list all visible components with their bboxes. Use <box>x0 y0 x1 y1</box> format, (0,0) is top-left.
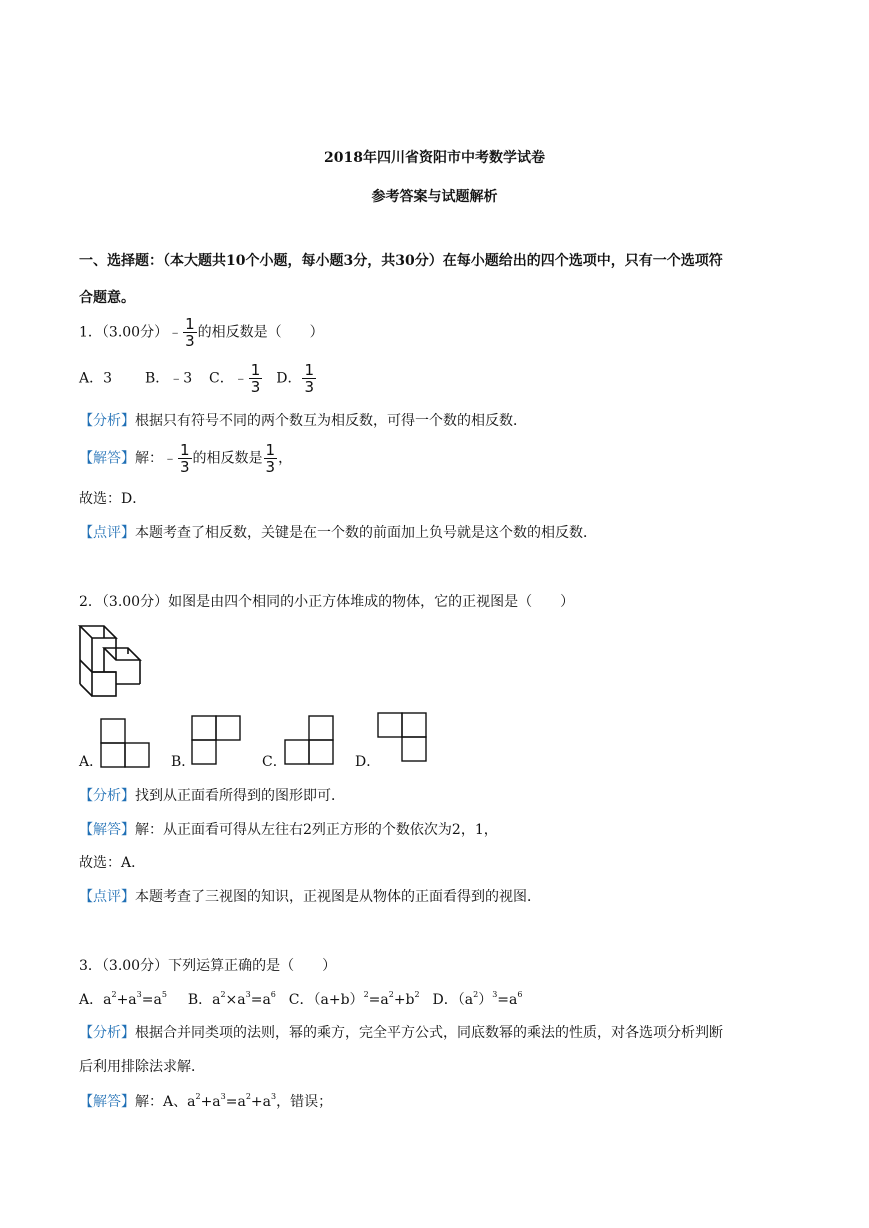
q3-stem: 3．（3.00分）下列运算正确的是（ ） <box>79 958 337 974</box>
page-subtitle: 参考答案与试题解析 <box>371 189 498 205</box>
q3-analysis: 【分析】根据合并同类项的法则，幂的乘方，完全平方公式，同底数幂的乘法的性质，对各选项分析判断 <box>79 1025 723 1041</box>
q2-stem: 2．（3.00分）如图是由四个相同的小正方体堆成的物体，它的正视图是（ ） <box>79 594 575 610</box>
view-option-c-figure <box>284 715 334 765</box>
q2-answer: 【解答】解：从正面看可得从左往右2列正方形的个数依次为2，1， <box>79 822 498 838</box>
q3-option-b: B．$a^2\times a^3=a^6$ <box>187 990 276 1008</box>
analysis-tag: 【分析】 <box>79 788 135 804</box>
view-option-b-figure <box>191 715 241 765</box>
analysis-tag: 【分析】 <box>79 413 135 429</box>
q1-option-b: B．﹣3 <box>144 370 193 387</box>
section-heading-line2: 合题意。 <box>79 290 135 306</box>
q3-option-c: C．$(a+b)^2=a^2+b^2$ <box>288 990 420 1008</box>
q2-option-a: A． <box>79 754 104 770</box>
q1-stem: 1．（3.00分）﹣ $\frac{1}{3}$ 的相反数是（ ） <box>79 315 324 350</box>
q1-answer: 【解答】解：﹣ $\frac{1}{3}$ 的相反数是 $\frac{1}{3}$ ， <box>79 441 293 476</box>
q1-review: 【点评】本题考查了相反数，关键是在一个数的前面加上负号就是这个数的相反数． <box>79 525 597 541</box>
q2-option-b: B． <box>171 754 196 770</box>
q2-option-d: D． <box>355 754 381 770</box>
q1-choice: 故选：D． <box>79 491 147 507</box>
q1-option-d: D． <box>276 370 302 387</box>
answer-tag: 【解答】 <box>79 1094 135 1110</box>
fraction-one-third: $\frac{1}{3}$ <box>185 315 195 350</box>
q1-options: A．3 B．﹣3 C．﹣ $\frac{1}{3}$ D． $\frac{1}{3}$ <box>79 361 314 396</box>
q3-options <box>79 989 522 1009</box>
q3-analysis-line2: 后利用排除法求解． <box>79 1059 205 1075</box>
q2-review: 【点评】本题考查了三视图的知识，正视图是从物体的正面看得到的视图． <box>79 889 541 905</box>
review-tag: 【点评】 <box>79 525 135 541</box>
analysis-tag: 【分析】 <box>79 1025 135 1041</box>
view-option-a-figure <box>100 718 150 768</box>
cube-stack-figure <box>78 624 148 698</box>
q1-option-a: A．3 <box>79 370 113 387</box>
view-option-d-figure <box>377 712 427 762</box>
q1-analysis: 【分析】根据只有符号不同的两个数互为相反数，可得一个数的相反数． <box>79 413 527 429</box>
q3-option-a: A．$a^2+a^3=a^5$ <box>79 990 167 1008</box>
answer-tag: 【解答】 <box>79 450 135 467</box>
review-tag: 【点评】 <box>79 889 135 905</box>
q2-analysis: 【分析】找到从正面看所得到的图形即可． <box>79 788 345 804</box>
q3-answer: 【解答】解：A、$a^2+a^3=a^2+a^3$，错误； <box>79 1092 333 1110</box>
section-heading-line1: 一、选择题：（本大题共10个小题，每小题3分，共30分）在每小题给出的四个选项中，只有一个选项符 <box>79 253 723 269</box>
q2-option-c: C． <box>262 754 287 770</box>
q3-option-d: D．$(a^2)^3=a^6$ <box>432 990 523 1008</box>
q2-choice: 故选：A． <box>79 855 146 871</box>
page-title: 2018年四川省资阳市中考数学试卷 <box>324 150 545 166</box>
q1-option-c: C．﹣ <box>209 370 248 387</box>
answer-tag: 【解答】 <box>79 822 135 838</box>
